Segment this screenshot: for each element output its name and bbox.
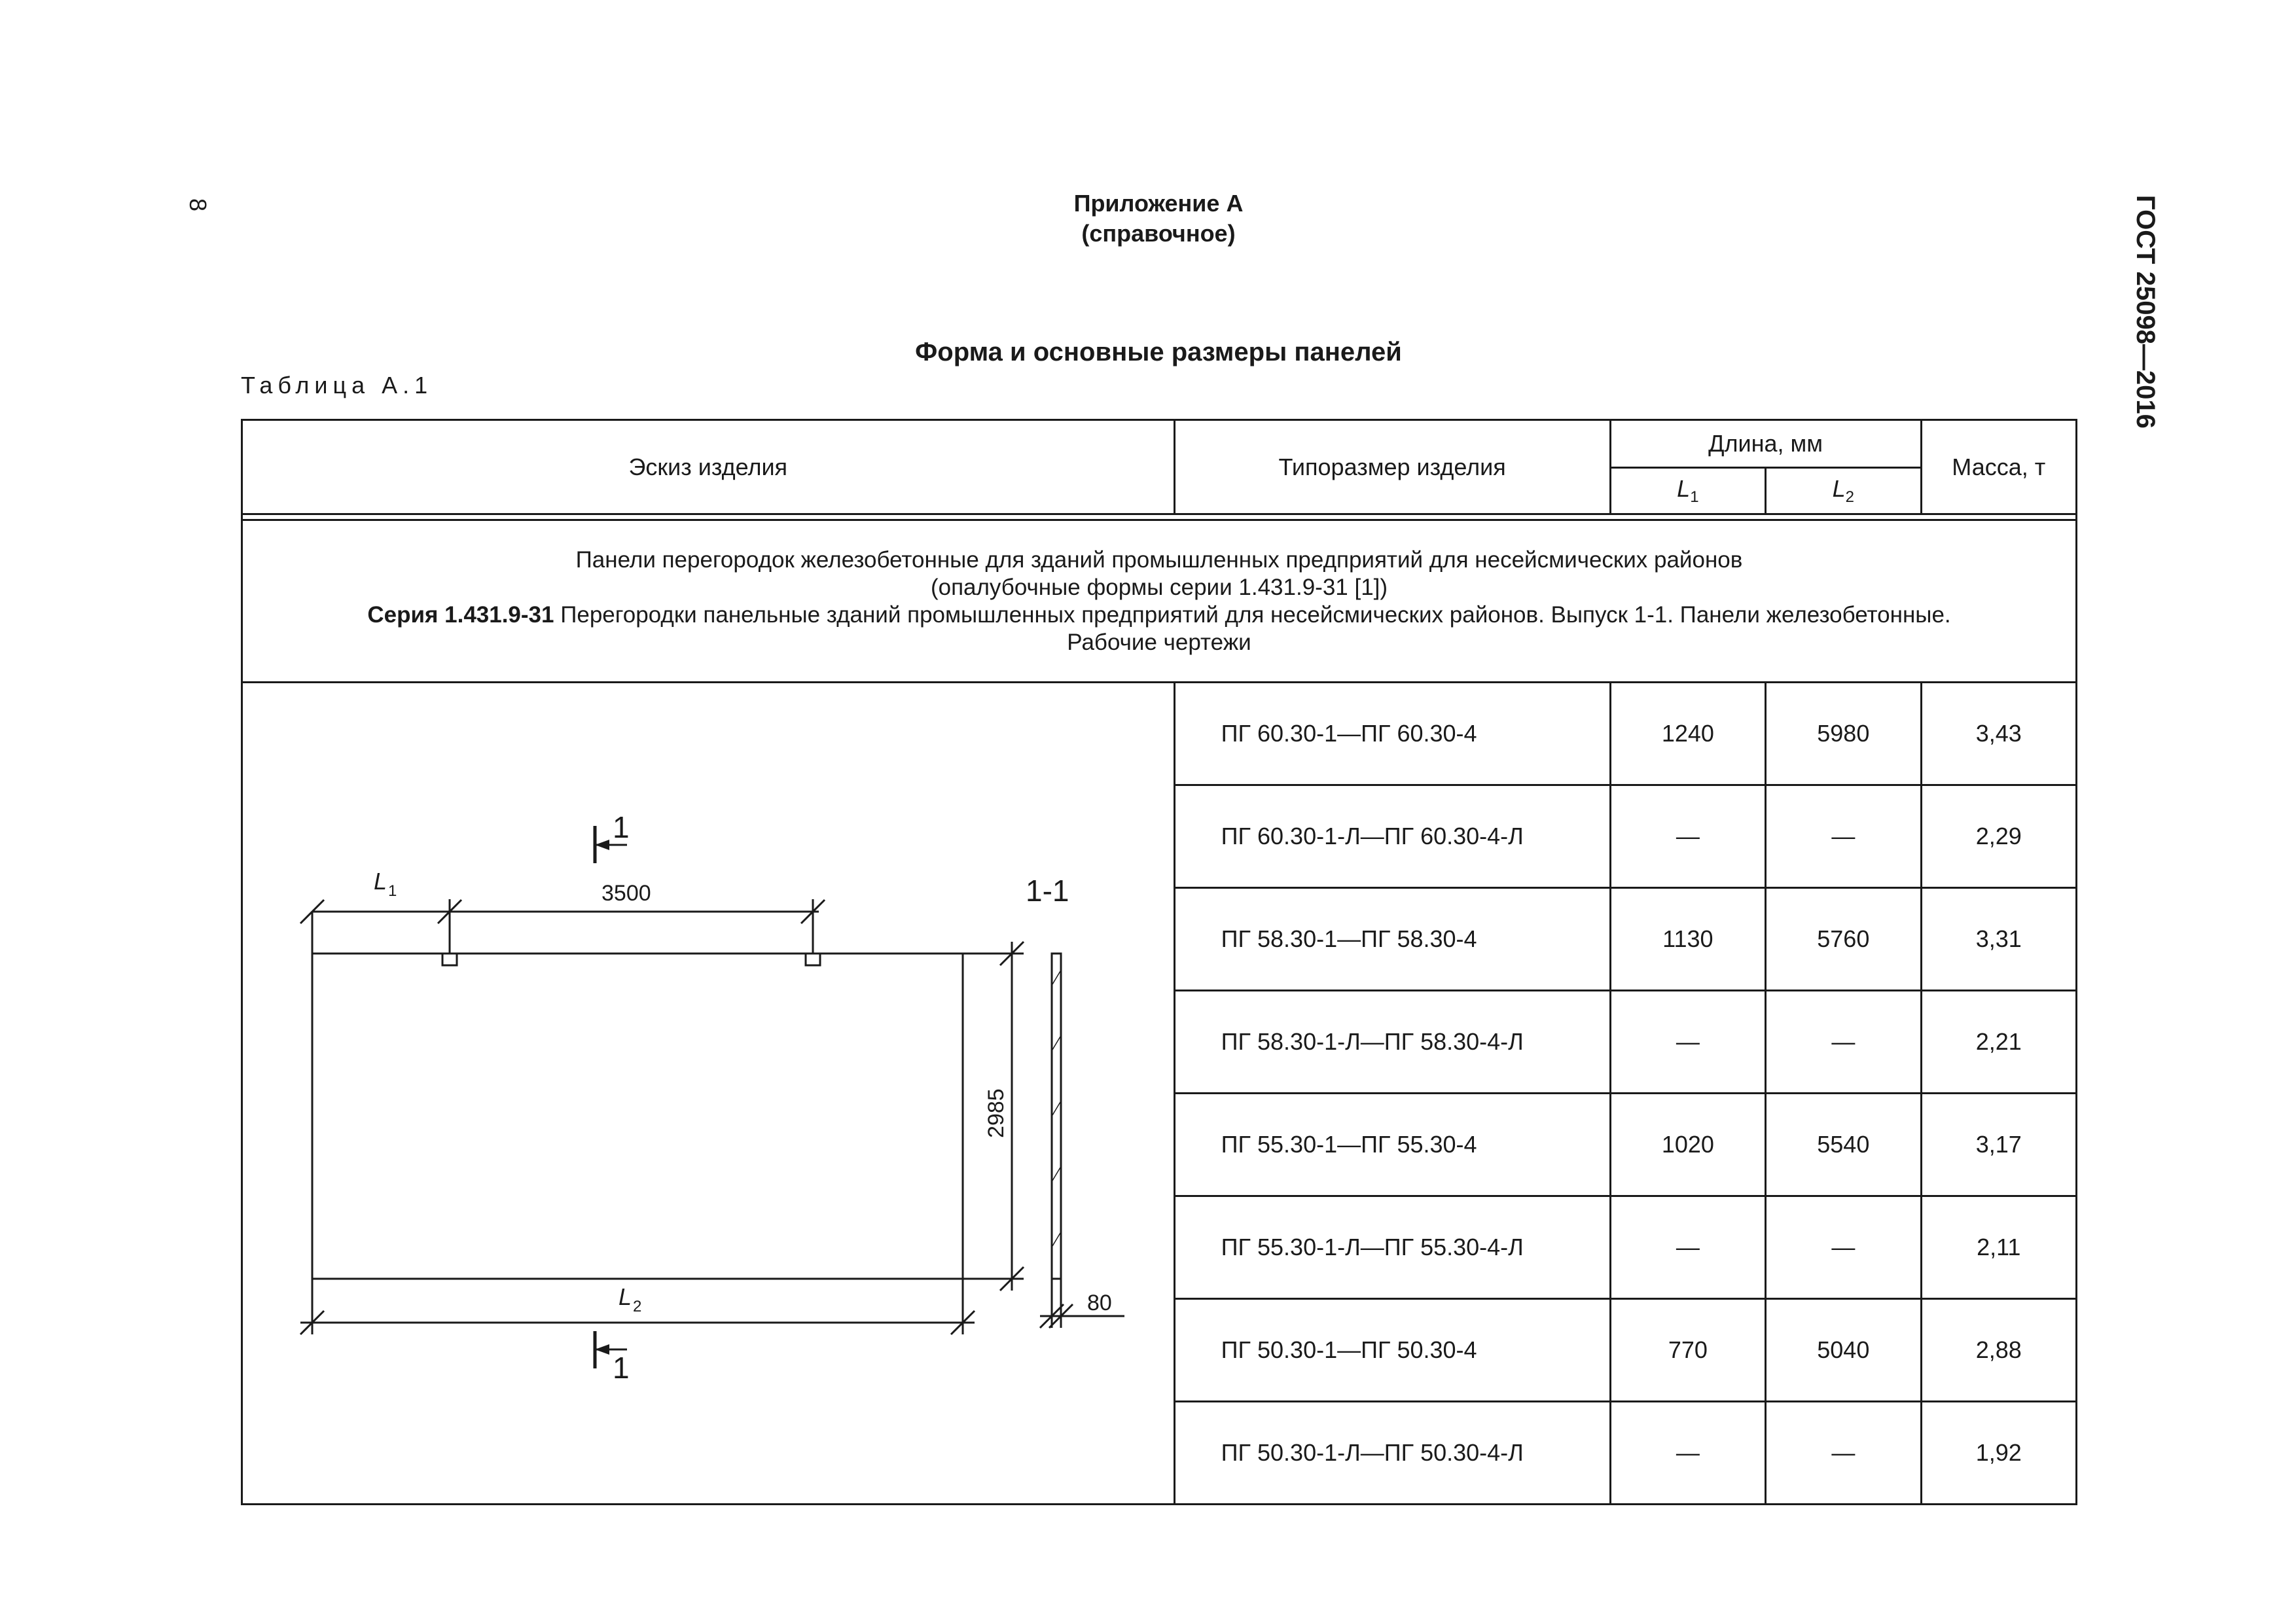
- cut-mark-top-label: 1: [613, 810, 630, 844]
- dim-80: 80: [1087, 1291, 1112, 1315]
- row-mass: 2,21: [1921, 991, 2076, 1094]
- col-header-l1-sub: 1: [1690, 488, 1699, 507]
- row-l1: 1130: [1610, 888, 1765, 991]
- row-l2: 5980: [1766, 683, 1921, 785]
- standard-code-text: ГОСТ 25098—2016: [2131, 195, 2160, 429]
- row-l1: —: [1610, 1196, 1765, 1299]
- row-l2: —: [1766, 1196, 1921, 1299]
- hatch-line: [1052, 1102, 1060, 1115]
- col-header-length: Длина, мм: [1610, 420, 1921, 468]
- col-header-mass: Масса, т: [1921, 420, 2076, 514]
- cut-arrowhead-top: [595, 840, 609, 850]
- series-line-2: (опалубочные формы серии 1.431.9-31 [1]): [930, 574, 1388, 600]
- section-label: 1-1: [1026, 874, 1069, 908]
- series-description: [242, 520, 2077, 683]
- row-type: ПГ 55.30-1—ПГ 55.30-4: [1174, 1094, 1610, 1196]
- row-type: ПГ 60.30-1—ПГ 60.30-4: [1174, 683, 1610, 785]
- col-header-l2: [1766, 468, 1921, 514]
- appendix-title: Приложение А: [1073, 190, 1244, 217]
- row-l1: —: [1610, 1402, 1765, 1505]
- cut-mark-bottom-label: 1: [613, 1351, 630, 1385]
- row-type: ПГ 58.30-1-Л—ПГ 58.30-4-Л: [1174, 991, 1610, 1094]
- table-title: Форма и основные размеры панелей: [915, 338, 1402, 366]
- standard-code: [2126, 195, 2165, 444]
- col-header-l1: [1610, 468, 1765, 514]
- panels-table: [241, 419, 2077, 1505]
- header-separator: [242, 514, 2077, 520]
- lifting-loop-right: [806, 954, 820, 965]
- row-l1: 770: [1610, 1299, 1765, 1402]
- row-l1: —: [1610, 991, 1765, 1094]
- table-label: Таблица А.1: [241, 372, 433, 399]
- row-mass: 2,88: [1921, 1299, 2076, 1402]
- hatch-line: [1052, 971, 1060, 984]
- dim-l1-letter: L: [374, 868, 387, 895]
- hatch-line: [1052, 1168, 1060, 1181]
- col-header-l2-sub: 2: [1845, 488, 1854, 507]
- series-line-3: [243, 601, 2075, 629]
- dim-l2-letter: L: [619, 1283, 632, 1310]
- row-l2: —: [1766, 1402, 1921, 1505]
- sketch-cell: [242, 683, 1175, 1505]
- row-l2: 5540: [1766, 1094, 1921, 1196]
- row-type: ПГ 50.30-1-Л—ПГ 50.30-4-Л: [1174, 1402, 1610, 1505]
- row-type: ПГ 60.30-1-Л—ПГ 60.30-4-Л: [1174, 785, 1610, 888]
- row-mass: 1,92: [1921, 1402, 2076, 1505]
- row-mass: 2,29: [1921, 785, 2076, 888]
- series-line-1: Панели перегородок железобетонные для зданий промышленных предприятий для несейсмических районов: [575, 546, 1743, 573]
- row-l2: —: [1766, 991, 1921, 1094]
- dim-2985: 2985: [984, 1088, 1009, 1138]
- series-text: Перегородки панельные зданий промышленных предприятий для несейсмических районов. Выпуск 1-1. Панели железобетонные.: [554, 601, 1951, 628]
- col-header-sketch: Эскиз изделия: [242, 420, 1175, 514]
- page-number: 8: [185, 198, 211, 212]
- series-code: Серия 1.431.9-31: [367, 601, 554, 628]
- row-mass: 2,11: [1921, 1196, 2076, 1299]
- col-header-type: Типоразмер изделия: [1174, 420, 1610, 514]
- hatch-line: [1052, 1037, 1060, 1050]
- row-l1: —: [1610, 785, 1765, 888]
- row-type: ПГ 58.30-1—ПГ 58.30-4: [1174, 888, 1610, 991]
- panel-sketch: [243, 683, 1166, 1514]
- col-header-l1-letter: L: [1677, 474, 1691, 502]
- row-mass: 3,43: [1921, 683, 2076, 785]
- row-mass: 3,31: [1921, 888, 2076, 991]
- row-l2: 5760: [1766, 888, 1921, 991]
- row-l2: 5040: [1766, 1299, 1921, 1402]
- dim-l2-sub: 2: [633, 1298, 642, 1315]
- row-l1: 1020: [1610, 1094, 1765, 1196]
- series-line-4: Рабочие чертежи: [1067, 629, 1251, 655]
- section-profile: [1052, 954, 1061, 1279]
- hatch-line: [1052, 1233, 1060, 1246]
- row-type: ПГ 50.30-1—ПГ 50.30-4: [1174, 1299, 1610, 1402]
- row-mass: 3,17: [1921, 1094, 2076, 1196]
- dim-3500: 3500: [601, 881, 651, 906]
- row-l2: —: [1766, 785, 1921, 888]
- appendix-note: (справочное): [1081, 220, 1236, 247]
- appendix-heading: [785, 188, 1532, 249]
- table-row: [242, 683, 2077, 785]
- col-header-l2-letter: L: [1832, 474, 1846, 502]
- row-l1: 1240: [1610, 683, 1765, 785]
- lifting-loop-left: [442, 954, 457, 965]
- cut-arrowhead-bottom: [595, 1344, 609, 1355]
- dim-l1-sub: 1: [388, 882, 397, 900]
- panel-outline: [312, 954, 963, 1279]
- row-type: ПГ 55.30-1-Л—ПГ 55.30-4-Л: [1174, 1196, 1610, 1299]
